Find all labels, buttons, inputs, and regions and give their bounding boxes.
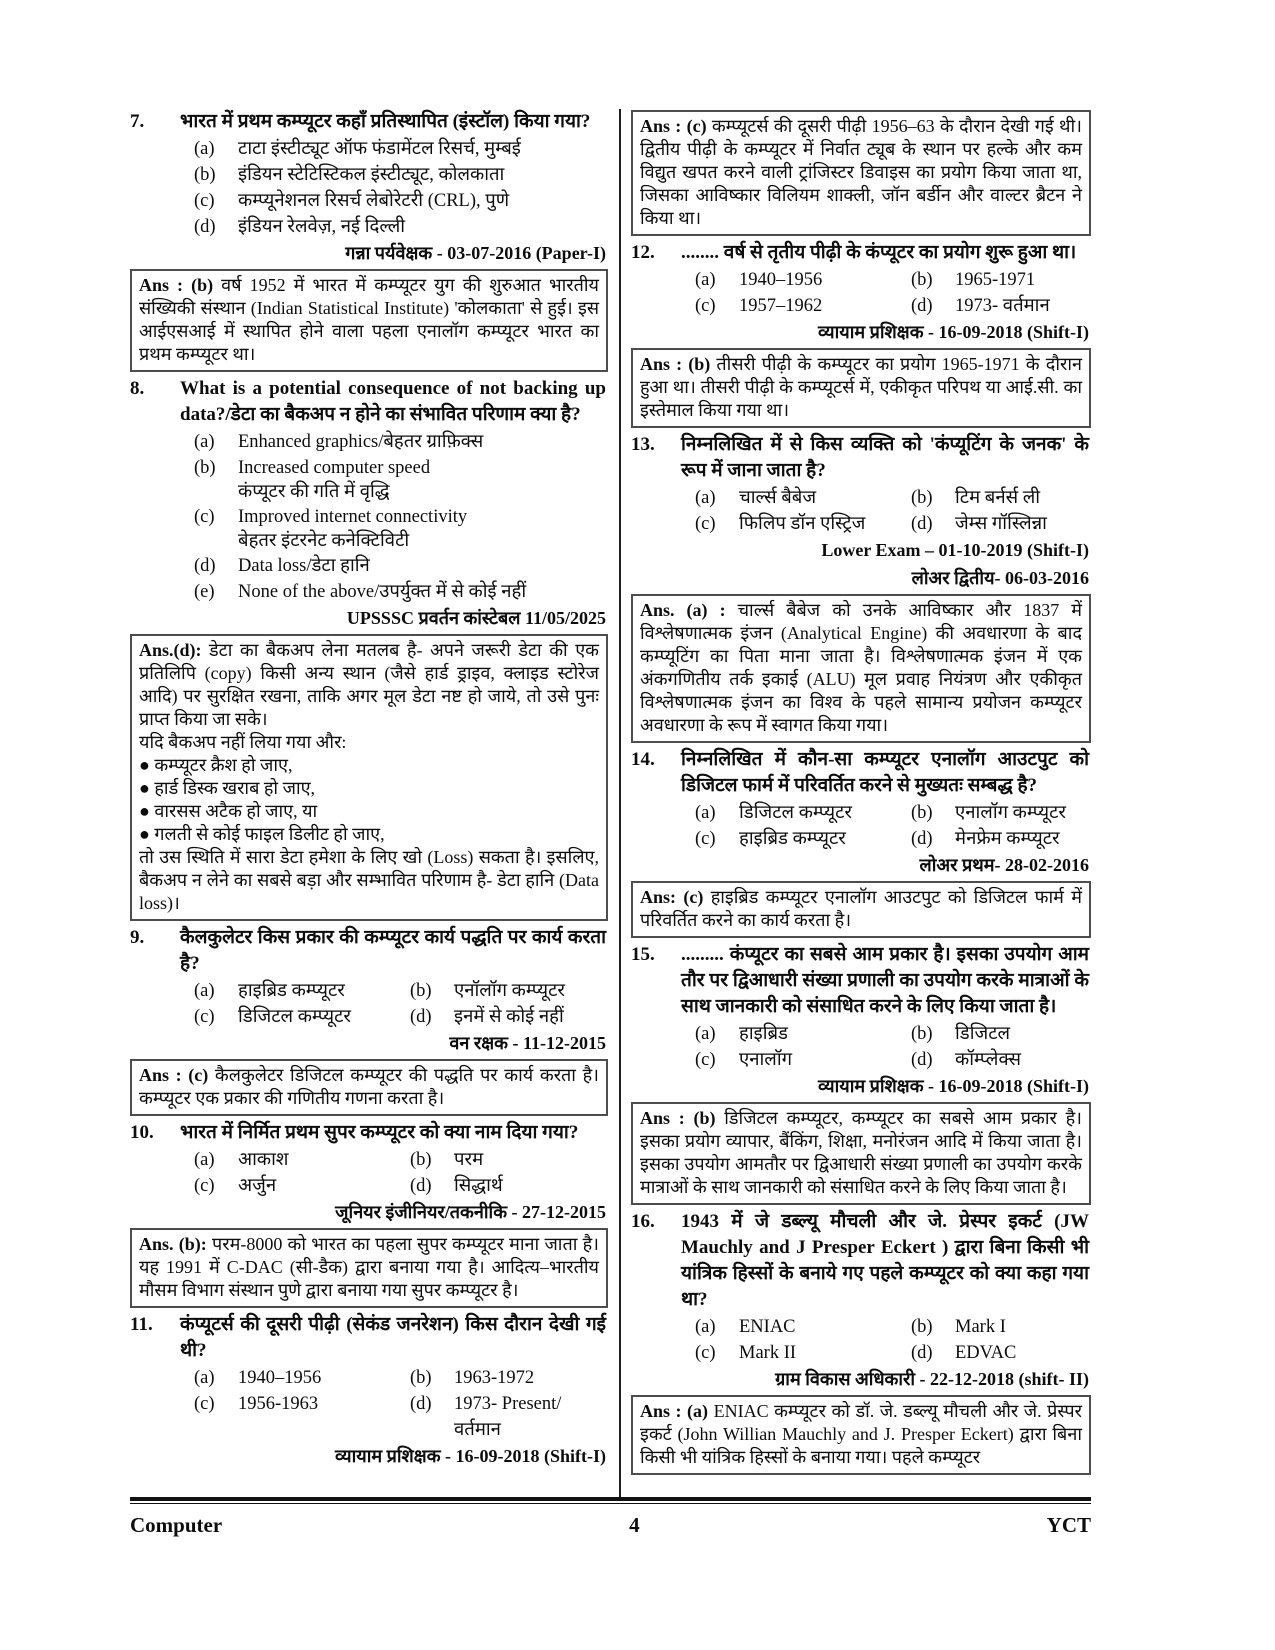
option-text-wrap xyxy=(454,1365,608,1391)
option-text: 1956-1963 xyxy=(238,1394,319,1414)
source-line: वन रक्षक - 11-12-2015 xyxy=(449,1033,606,1053)
question-number: 12. xyxy=(631,242,655,263)
option-item xyxy=(911,826,1091,852)
answer-text: हाइब्रिड कम्प्यूटर एनालॉग आउटपुट को डिजिटल फार्म में परिवर्तित करने का कार्य करता है। xyxy=(640,887,1083,930)
option-label: (a) xyxy=(194,981,215,1001)
option-item xyxy=(410,1004,608,1030)
option-text-wrap xyxy=(238,978,406,1004)
option-text: डिजिटल कम्प्यूटर xyxy=(238,1007,351,1027)
option-label: (b) xyxy=(410,981,432,1001)
option-text-wrap xyxy=(238,455,608,504)
answer-text: डेटा का बैकअप लेना मतलब है- अपने जरूरी डेटा की एक प्रतिलिपि (copy) किसी अन्य स्थान (जैसे हार्ड ड्राइव, क्लाइड स्टोरेज आदि) पर सुरक्षित रखना, ताकि अगर मूल डेटा नष्ट हो जाये, तो उसे पुनः प्राप्त किया जा सके। xyxy=(139,640,599,729)
option-label: (b) xyxy=(911,1317,933,1337)
option-text-wrap xyxy=(739,800,907,826)
option-text: जेम्स गॉस्लिन्ना xyxy=(955,514,1047,534)
source-line: UPSSSC प्रवर्तन कांस्टेबल 11/05/2025 xyxy=(346,608,606,628)
question-block xyxy=(130,925,608,977)
answer-text: डिजिटल कम्प्यूटर, कम्प्यूटर का सबसे आम प्रकार है। इसका प्रयोग व्यापार, बैंकिंग, शिक्षा, मनोरंजन आदि में किया जाता है। इसका उपयोग आमतौर पर द्विआधारी संख्या प्रणाली का उपयोग करके मात्राओं के साथ जानकारी को संसाधित करने के लिए किया जाता है। xyxy=(640,1108,1082,1197)
option-label: (b) xyxy=(410,1368,432,1388)
answer-label: Ans.(d): xyxy=(139,640,202,660)
answer-text: कम्प्यूटर्स की दूसरी पीढ़ी 1956–63 के दौरान देखी गई थी। द्वितीय पीढ़ी के कम्प्यूटर में निर्वात ट्यूब के स्थान पर हल्के और कम विद्युत खपत करने वाली ट्रांजिस्टर डिवाइस का प्रयोग किया जाता था, जिसका आविष्कार विलियम शाक्ली, जॉन बर्डीन और वाल्टर ब्रैटन ने किया था। xyxy=(640,116,1082,228)
answer-paragraph xyxy=(640,115,1082,230)
answer-text: कैलकुलेटर डिजिटल कम्प्यूटर की पद्धति पर कार्य करता है। कम्प्यूटर एक प्रकार की गणितीय गणना करता है। xyxy=(139,1065,599,1108)
option-label: (a) xyxy=(194,432,215,452)
options-list xyxy=(130,136,608,240)
answer-text: ENIAC कम्प्यूटर को डॉ. जे. डब्ल्यू मौचली और जे. प्रेस्पर इकर्ट (John Willian Mauchly and J. Presper Eckert) द्वारा बिना किसी भी यांत्रिक हिस्सों के बनाया गया। पहले कम्प्यूटर xyxy=(640,1401,1082,1467)
option-text: इंडियन रेलवेज़, नई दिल्ली xyxy=(238,217,406,237)
option-label: (d) xyxy=(194,217,216,237)
option-text-wrap xyxy=(238,1173,406,1199)
option-item xyxy=(911,511,1091,537)
question-number: 14. xyxy=(631,749,655,770)
question-text: निम्नलिखित में से किस व्यक्ति को 'कंप्यूटिंग के जनक' के रूप में जाना जाता है? xyxy=(681,434,1089,481)
option-text-wrap xyxy=(955,826,1091,852)
answer-box xyxy=(130,634,608,921)
answer-paragraph xyxy=(139,639,599,731)
option-label: (a) xyxy=(695,270,716,290)
answer-line: ● वारसस अटैक हो जाए, या xyxy=(139,801,318,821)
option-item xyxy=(911,293,1091,319)
option-label: (d) xyxy=(911,829,933,849)
question-text: निम्नलिखित में कौन-सा कम्प्यूटर एनालॉग आउटपुट को डिजिटल फार्म में परिवर्तित करने से मुख्यतः सम्बद्ध है? xyxy=(681,749,1089,796)
option-label: (a) xyxy=(194,1368,215,1388)
option-text: 1973- Present/वर्तमान xyxy=(454,1394,562,1440)
option-item xyxy=(194,978,406,1004)
option-item xyxy=(695,1340,907,1366)
question-block xyxy=(631,240,1091,266)
option-label: (b) xyxy=(911,803,933,823)
answer-label: Ans : (b) xyxy=(640,1108,716,1128)
option-label: (c) xyxy=(695,514,716,534)
answer-box xyxy=(631,1395,1091,1475)
option-text: EDVAC xyxy=(955,1343,1017,1363)
answer-label: Ans : (b) xyxy=(139,275,214,295)
question-text: कंप्यूटर्स की दूसरी पीढ़ी (सेकंड जनरेशन) किस दौरान देखी गई थी? xyxy=(180,1314,606,1361)
option-text-wrap xyxy=(454,1004,608,1030)
option-item xyxy=(695,826,907,852)
option-text: 1973- वर्तमान xyxy=(955,296,1050,316)
question-number: 13. xyxy=(631,434,655,455)
option-text-wrap xyxy=(238,1147,406,1173)
option-label: (c) xyxy=(194,1176,215,1196)
option-item xyxy=(410,1391,608,1443)
options-list xyxy=(631,267,1091,319)
answer-paragraph xyxy=(640,599,1082,737)
question-text: भारत में प्रथम कम्प्यूटर कहाँ प्रतिस्थापित (इंस्टॉल) किया गया? xyxy=(180,111,591,132)
answer-box xyxy=(631,110,1091,236)
option-label: (b) xyxy=(911,1024,933,1044)
option-text: 1940–1956 xyxy=(238,1368,322,1388)
option-item xyxy=(911,800,1091,826)
option-text: मेनफ्रेम कम्प्यूटर xyxy=(955,829,1060,849)
footer-page-number: 4 xyxy=(629,1513,640,1537)
option-item xyxy=(911,267,1091,293)
option-label: (b) xyxy=(911,488,933,508)
option-item xyxy=(194,188,608,214)
option-text-wrap xyxy=(739,1047,907,1073)
question-number: 9. xyxy=(130,927,145,948)
option-item xyxy=(194,136,608,162)
option-label: (a) xyxy=(194,139,215,159)
option-label: (d) xyxy=(911,1343,933,1363)
option-label: (b) xyxy=(194,165,216,185)
answer-box xyxy=(130,1059,608,1116)
option-item xyxy=(194,429,608,455)
option-label: (d) xyxy=(410,1176,432,1196)
right-column xyxy=(631,107,1091,1497)
option-text-wrap xyxy=(739,485,907,511)
option-text-wrap xyxy=(454,1147,608,1173)
option-label: (d) xyxy=(410,1394,432,1414)
question-block xyxy=(130,109,608,135)
option-label: (a) xyxy=(695,1024,716,1044)
answer-line: ● कम्प्यूटर क्रैश हो जाए, xyxy=(139,755,293,775)
option-text-wrap xyxy=(238,1365,406,1391)
option-item xyxy=(194,455,608,504)
option-text-wrap xyxy=(238,1004,406,1030)
left-column xyxy=(130,107,608,1497)
option-text-wrap xyxy=(238,162,608,188)
option-item xyxy=(194,1147,406,1173)
option-text: चार्ल्स बैबेज xyxy=(739,488,817,508)
question-number: 11. xyxy=(130,1314,153,1335)
option-text-wrap xyxy=(955,511,1091,537)
option-text: हाइब्रिड कम्प्यूटर xyxy=(238,981,345,1001)
option-item xyxy=(695,485,907,511)
option-text: 1957–1962 xyxy=(739,296,823,316)
source-line: व्यायाम प्रशिक्षक - 16-09-2018 (Shift-I) xyxy=(818,322,1089,342)
option-text: हाइब्रिड xyxy=(739,1024,788,1044)
answer-label: Ans: (c) xyxy=(640,887,704,907)
answer-box xyxy=(631,1102,1091,1205)
option-text: सिद्धार्थ xyxy=(454,1176,503,1196)
option-label: (d) xyxy=(194,556,216,576)
option-text-wrap xyxy=(739,826,907,852)
option-text-wrap xyxy=(739,1340,907,1366)
question-block xyxy=(130,1120,608,1146)
answer-paragraph xyxy=(139,1064,599,1110)
option-text-wrap xyxy=(955,1021,1091,1047)
answer-label: Ans : (c) xyxy=(640,116,707,136)
option-item xyxy=(194,553,608,579)
option-item xyxy=(194,504,608,553)
option-item xyxy=(194,162,608,188)
answer-box xyxy=(631,348,1091,428)
question-number: 10. xyxy=(130,1122,154,1143)
option-label: (d) xyxy=(911,514,933,534)
option-text-wrap xyxy=(238,553,608,579)
footer-book-title: Computer xyxy=(130,1513,223,1537)
option-text-wrap xyxy=(739,511,907,537)
answer-paragraph xyxy=(640,1107,1082,1199)
question-text: 1943 में जे डब्ल्यू मौचली और जे. प्रेस्पर इकर्ट (JW Mauchly and J Presper Eckert ) द्वारा बिना किसी भी यांत्रिक हिस्सों के बनाये गए पहले कम्प्यूटर को क्या कहा गया था? xyxy=(681,1211,1089,1310)
option-text: Mark I xyxy=(955,1317,1006,1337)
option-text: एनॉलॉग कम्प्यूटर xyxy=(454,981,565,1001)
source-line: जूनियर इंजीनियर/तकनीकि - 27-12-2015 xyxy=(335,1202,606,1222)
answer-box xyxy=(631,881,1091,938)
option-label: (b) xyxy=(410,1150,432,1170)
option-text-wrap xyxy=(238,136,608,162)
option-item xyxy=(410,1147,608,1173)
option-text-wrap xyxy=(955,293,1091,319)
option-text: Increased computer speed xyxy=(238,458,431,478)
option-label: (a) xyxy=(695,488,716,508)
option-text-wrap xyxy=(238,579,608,605)
option-item xyxy=(194,214,608,240)
question-text: ......... कंप्यूटर का सबसे आम प्रकार है। इसका उपयोग आम तौर पर द्विआधारी संख्या प्रणाली का उपयोग करके मात्राओं के साथ जानकारी को संसाधित करने के लिए किया जाता है। xyxy=(681,944,1089,1017)
option-item xyxy=(410,1173,608,1199)
option-text: 1940–1956 xyxy=(739,270,823,290)
option-text-wrap xyxy=(454,978,608,1004)
option-text: Improved internet connectivity xyxy=(238,507,468,527)
option-item xyxy=(410,978,608,1004)
answer-paragraph xyxy=(640,1400,1082,1469)
option-item xyxy=(911,1314,1091,1340)
option-item xyxy=(194,579,608,605)
option-text: डिजिटल xyxy=(955,1024,1011,1044)
option-label: (c) xyxy=(695,1343,716,1363)
option-text: ENIAC xyxy=(739,1317,796,1337)
option-text: कॉम्प्लेक्स xyxy=(955,1050,1021,1070)
option-item xyxy=(695,267,907,293)
option-text: एनालॉग कम्प्यूटर xyxy=(955,803,1066,823)
options-list xyxy=(631,485,1091,537)
option-item xyxy=(695,511,907,537)
option-item xyxy=(194,1365,406,1391)
option-text-wrap xyxy=(454,1391,608,1443)
answer-line: ● हार्ड डिस्क खराब हो जाए, xyxy=(139,778,316,798)
option-label: (a) xyxy=(695,803,716,823)
source-line: व्यायाम प्रशिक्षक - 16-09-2018 (Shift-I) xyxy=(818,1076,1089,1096)
answer-line: यदि बैकअप नहीं लिया गया और: xyxy=(139,732,347,752)
option-label: (c) xyxy=(695,1050,716,1070)
answer-label: Ans : (c) xyxy=(139,1065,209,1085)
answer-text: वर्ष 1952 में भारत में कम्प्यूटर युग की शुरुआत भारतीय संख्यिकी संस्थान (Indian Statistical Institute) 'कोलकाता' से हुई। इस आईएसआई में स्थापित होने वाला पहला एनालॉग कम्प्यूटर भारत का प्रथम कम्प्यूटर था। xyxy=(139,275,599,364)
option-text: हाइब्रिड कम्प्यूटर xyxy=(739,829,846,849)
option-text-wrap xyxy=(955,800,1091,826)
option-label: (c) xyxy=(194,1007,215,1027)
option-item xyxy=(194,1004,406,1030)
question-block xyxy=(130,376,608,428)
footer-publisher: YCT xyxy=(1046,1513,1091,1537)
option-item xyxy=(695,1314,907,1340)
source-line: लोअर द्वितीय- 06-03-2016 xyxy=(911,568,1089,588)
answer-label: Ans : (a) xyxy=(640,1401,709,1421)
source-line: गन्ना पर्यवेक्षक - 03-07-2016 (Paper-I) xyxy=(345,243,606,263)
answer-text: परम-8000 को भारत का पहला सुपर कम्प्यूटर माना जाता है। यह 1991 में C-DAC (सी-डैक) द्वारा बनाया गया है। आदित्य–भारतीय मौसम विभाग संस्थान पुणे द्वारा बनाया गया सुपर कम्प्यूटर है। xyxy=(139,1234,599,1300)
content-area xyxy=(130,107,1091,1497)
options-list xyxy=(130,1365,608,1443)
answer-label: Ans. (b): xyxy=(139,1234,207,1254)
option-text-wrap xyxy=(739,1314,907,1340)
options-list xyxy=(631,800,1091,852)
question-text: कैलकुलेटर किस प्रकार की कम्प्यूटर कार्य पद्धति पर कार्य करता है? xyxy=(180,927,606,974)
question-block xyxy=(631,942,1091,1020)
options-list xyxy=(631,1314,1091,1366)
option-label: (c) xyxy=(194,1394,215,1414)
option-text-wrap xyxy=(955,267,1091,293)
options-list xyxy=(631,1021,1091,1073)
option-text: परम xyxy=(454,1150,484,1170)
answer-text: चार्ल्स बैबेज को उनके आविष्कार और 1837 में विश्लेषणात्मक इंजन (Analytical Engine) की अवधारणा के बाद कम्प्यूटिंग का पिता माना जाता है। विश्लेषणात्मक इंजन में एक अंकगणितीय तर्क इकाई (ALU) मूल प्रवाह नियंत्रण और एकीकृत विश्लेषणात्मक इंजन का विश्व के पहले सामान्य प्रयोजन कम्प्यूटर अवधारणा के रूप में स्वागत किया गया। xyxy=(640,600,1083,735)
option-item xyxy=(194,1391,406,1443)
option-item xyxy=(695,293,907,319)
question-block xyxy=(631,432,1091,484)
answer-text: तीसरी पीढ़ी के कम्प्यूटर का प्रयोग 1965-1971 के दौरान हुआ था। तीसरी पीढ़ी के कम्प्यूटर्स में, एकीकृत परिपथ या आई.सी. का इस्तेमाल किया गया था। xyxy=(640,354,1082,420)
footer-row xyxy=(130,1513,1091,1538)
option-item xyxy=(410,1365,608,1391)
option-text-wrap xyxy=(739,293,907,319)
question-text: What is a potential consequence of not backing up data?/डेटा का बैकअप न होने का संभावित परिणाम क्या है? xyxy=(180,378,606,425)
answer-line: ● गलती से कोई फाइल डिलीट हो जाए, xyxy=(139,824,385,844)
options-list xyxy=(130,429,608,605)
option-text-wrap xyxy=(739,1021,907,1047)
option-label: (b) xyxy=(194,458,216,478)
option-label: (a) xyxy=(695,1317,716,1337)
option-text-wrap xyxy=(238,429,608,455)
source-line: Lower Exam – 01-10-2019 (Shift-I) xyxy=(821,540,1089,560)
option-label: (c) xyxy=(194,191,215,211)
option-item xyxy=(695,1047,907,1073)
answer-paragraph xyxy=(139,1233,599,1302)
option-text: टिम बर्नर्स ली xyxy=(955,488,1041,508)
answer-paragraph xyxy=(139,274,599,366)
option-item xyxy=(911,485,1091,511)
option-label: (a) xyxy=(194,1150,215,1170)
option-subtext: कंप्यूटर की गति में वृद्धि xyxy=(238,482,390,502)
option-text-wrap xyxy=(955,1047,1091,1073)
question-number: 16. xyxy=(631,1211,655,1232)
option-text: कम्प्यूनेशनल रिसर्च लेबोरेटरी (CRL), पुणे xyxy=(238,191,510,211)
option-text-wrap xyxy=(739,267,907,293)
option-label: (c) xyxy=(695,296,716,316)
question-block xyxy=(130,1312,608,1364)
source-line: ग्राम विकास अधिकारी - 22-12-2018 (shift- II) xyxy=(775,1369,1089,1389)
answer-box xyxy=(631,594,1091,743)
option-text-wrap xyxy=(238,214,608,240)
option-text-wrap xyxy=(238,504,608,553)
option-text: आकाश xyxy=(238,1150,289,1170)
column-divider-line xyxy=(619,109,621,1497)
option-text-wrap xyxy=(238,188,608,214)
footer-rule xyxy=(130,1497,1091,1504)
option-text-wrap xyxy=(238,1391,406,1443)
option-text: इनमें से कोई नहीं xyxy=(454,1007,564,1027)
answer-box xyxy=(130,269,608,372)
source-line: लोअर प्रथम- 28-02-2016 xyxy=(919,855,1089,875)
option-text: Mark II xyxy=(739,1343,797,1363)
option-text-wrap xyxy=(955,485,1091,511)
option-label: (b) xyxy=(911,270,933,290)
option-text: फिलिप डॉन एस्ट्रिज xyxy=(739,514,866,534)
option-subtext: बेहतर इंटरनेट कनेक्टिविटी xyxy=(238,531,410,551)
question-number: 8. xyxy=(130,378,145,399)
option-item xyxy=(911,1021,1091,1047)
option-text: Data loss/डेटा हानि xyxy=(238,556,370,576)
option-text-wrap xyxy=(955,1314,1091,1340)
page-footer xyxy=(130,1497,1091,1538)
option-label: (d) xyxy=(911,1050,933,1070)
option-text-wrap xyxy=(454,1173,608,1199)
source-line: व्यायाम प्रशिक्षक - 16-09-2018 (Shift-I) xyxy=(335,1446,606,1466)
answer-box xyxy=(130,1228,608,1308)
option-text: डिजिटल कम्प्यूटर xyxy=(739,803,852,823)
options-list xyxy=(130,978,608,1030)
answer-line: तो उस स्थिति में सारा डेटा हमेशा के लिए खो (Loss) सकता है। इसलिए, बैकअप न लेने का सबसे बड़ा और सम्भावित परिणाम है- डेटा हानि (Data loss)। xyxy=(139,847,599,913)
question-text: ........ वर्ष से तृतीय पीढ़ी के कंप्यूटर का प्रयोग शुरू हुआ था। xyxy=(681,242,1077,263)
option-text: None of the above/उपर्युक्त में से कोई नहीं xyxy=(238,582,527,602)
option-text: अर्जुन xyxy=(238,1176,277,1196)
option-text-wrap xyxy=(955,1340,1091,1366)
answer-label: Ans : (b) xyxy=(640,354,711,374)
answer-paragraph xyxy=(640,886,1082,932)
option-label: (c) xyxy=(194,507,215,527)
question-text: भारत में निर्मित प्रथम सुपर कम्प्यूटर को क्या नाम दिया गया? xyxy=(180,1122,579,1143)
answer-paragraph xyxy=(640,353,1082,422)
option-item xyxy=(911,1047,1091,1073)
option-label: (d) xyxy=(911,296,933,316)
option-label: (e) xyxy=(194,582,215,602)
question-number: 7. xyxy=(130,111,145,132)
option-label: (d) xyxy=(410,1007,432,1027)
option-label: (c) xyxy=(695,829,716,849)
answer-label: Ans. (a) : xyxy=(640,600,726,620)
option-item xyxy=(695,800,907,826)
question-number: 15. xyxy=(631,944,655,965)
options-list xyxy=(130,1147,608,1199)
option-text: इंडियन स्टेटिस्टिकल इंस्टीट्यूट, कोलकाता xyxy=(238,165,505,185)
option-text: Enhanced graphics/बेहतर ग्राफ़िक्स xyxy=(238,432,484,452)
option-text: टाटा इंस्टीट्यूट ऑफ फंडामेंटल रिसर्च, मुम्बई xyxy=(238,139,521,159)
option-text: एनालॉग xyxy=(739,1050,793,1070)
question-block xyxy=(631,1209,1091,1313)
option-item xyxy=(194,1173,406,1199)
question-block xyxy=(631,747,1091,799)
option-text: 1963-1972 xyxy=(454,1368,535,1388)
option-item xyxy=(911,1340,1091,1366)
option-item xyxy=(695,1021,907,1047)
option-text: 1965-1971 xyxy=(955,270,1036,290)
